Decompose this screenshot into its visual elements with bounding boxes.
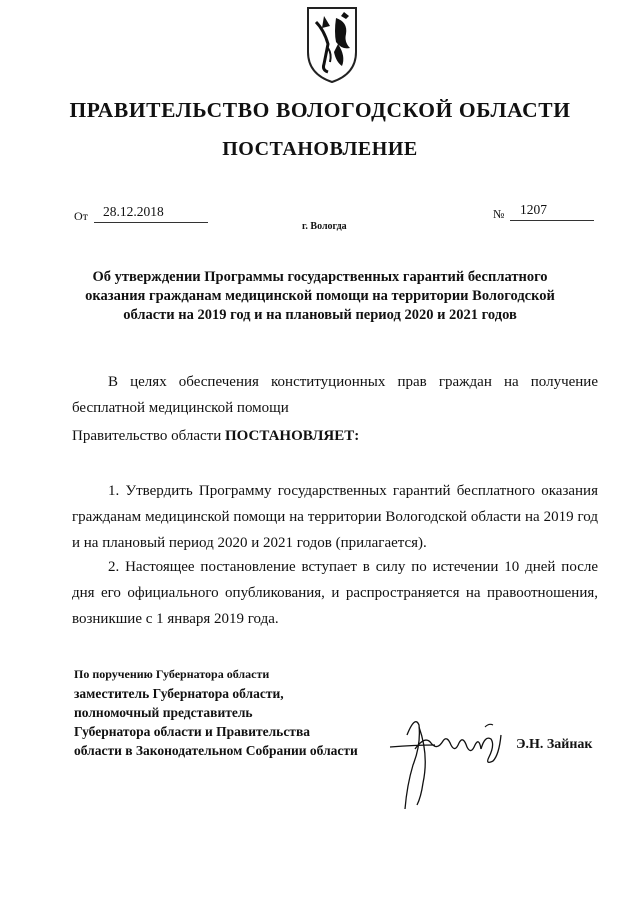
signature-line-5: области в Законодательном Собрании области <box>74 743 358 758</box>
preamble-paragraph: В целях обеспечения конституционных прав граждан на получение бесплатной медицинской помощи <box>72 374 598 416</box>
signature-block <box>74 665 358 760</box>
decree-line <box>72 423 598 449</box>
signature-line-4: Губернатора области и Правительства <box>74 724 310 739</box>
coat-of-arms-icon <box>302 4 362 84</box>
decree-lead: Правительство области <box>72 428 222 444</box>
document-date: 28.12.2018 <box>103 204 164 219</box>
signature-line-3: полномочный представитель <box>74 705 253 720</box>
date-underline <box>94 222 208 223</box>
handwritten-signature-icon <box>385 705 510 815</box>
document-subject: Об утверждении Программы государственных гарантий бесплатного оказания гражданам медицинской помощи на территории Вологодской области на 2019 год и на плановый период 2020 и 2021 годов <box>85 269 555 323</box>
item-1: 1. Утвердить Программу государственных гарантий бесплатного оказания гражданам медицинской помощи на территории Вологодской области на 2019 год и на плановый период 2020 и 2021 годов (прилагается). <box>72 483 598 551</box>
document-number: 1207 <box>520 202 547 217</box>
date-label: От <box>74 209 88 223</box>
signer-name: Э.Н. Зайнак <box>516 737 593 752</box>
number-underline <box>510 220 594 221</box>
city: г. Вологда <box>302 221 347 232</box>
signature-line-1: По поручению Губернатора области <box>74 667 270 681</box>
government-title: ПРАВИТЕЛЬСТВО ВОЛОГОДСКОЙ ОБЛАСТИ <box>69 98 571 122</box>
signature-line-2: заместитель Губернатора области, <box>74 686 284 701</box>
number-label: № <box>493 207 505 221</box>
document-type: ПОСТАНОВЛЕНИЕ <box>222 138 418 160</box>
decree-word: ПОСТАНОВЛЯЕТ: <box>224 428 360 444</box>
item-2: 2. Настоящее постановление вступает в силу по истечении 10 дней после дня его официального опубликования, и распространяется на правоотношения, возникшие с 1 января 2019 года. <box>72 559 598 627</box>
